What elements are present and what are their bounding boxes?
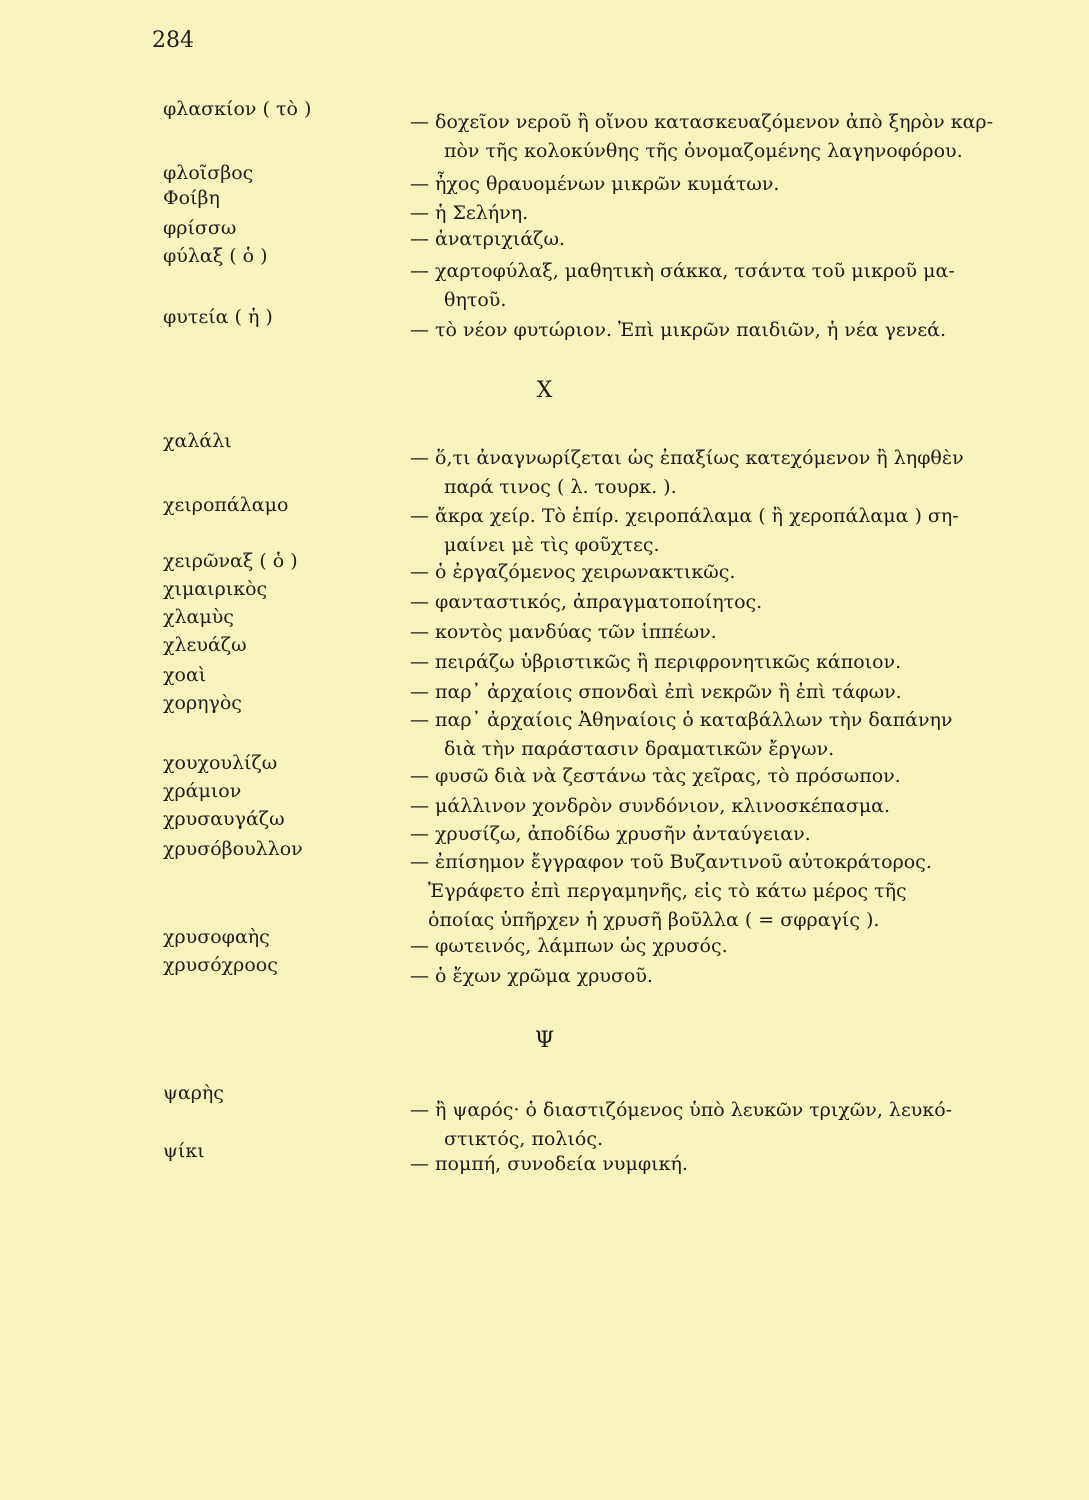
headword: χειρῶναξ ( ὁ ) — [163, 550, 298, 572]
definition — [410, 170, 1030, 199]
definition-line: — πομπή, συνοδεία νυμφική. — [410, 1153, 688, 1175]
definition — [410, 848, 1030, 935]
definition — [410, 444, 1030, 502]
definition-line: — δοχεῖον νεροῦ ἢ οἴνου κατασκευαζόμενον ἀπὸ ξηρὸν καρ- — [410, 111, 993, 133]
definition-line: θητοῦ. — [444, 289, 507, 311]
definition — [410, 502, 1030, 560]
definition-line: στικτός, πολιός. — [444, 1128, 604, 1150]
definition — [410, 962, 1030, 991]
definition — [410, 108, 1030, 166]
definition — [410, 588, 1030, 617]
headword: χοαὶ — [163, 664, 207, 686]
headword: χορηγὸς — [163, 692, 242, 714]
headword: χλαμὺς — [163, 606, 234, 628]
definition-line: — φωτεινός, λάμπων ὡς χρυσός. — [410, 935, 728, 957]
headword: Φοίβη — [163, 187, 220, 209]
definition-line: — φανταστικός, ἀπραγματοποίητος. — [410, 591, 763, 613]
definition — [410, 792, 1030, 821]
headword: χειροπάλαμο — [163, 494, 289, 516]
headword: χρυσόβουλλον — [163, 838, 303, 860]
headword: ψίκι — [163, 1140, 205, 1162]
definition — [410, 1150, 1030, 1179]
definition — [410, 820, 1030, 849]
definition-line: — φυσῶ διὰ νὰ ζεστάνω τὰς χεῖρας, τὸ πρόσωπον. — [410, 765, 901, 787]
page-number: 284 — [152, 28, 194, 53]
definition-line: ὁποίας ὑπῆρχεν ἡ χρυσῆ βοῦλλα ( = σφραγίς ). — [428, 909, 880, 931]
headword: ψαρὴς — [163, 1082, 224, 1104]
definition-line: — τὸ νέον φυτώριον. Ἐπὶ μικρῶν παιδιῶν, ἡ νέα γενεά. — [410, 319, 947, 341]
definition-line: — ὁ ἐργαζόμενος χειρωνακτικῶς. — [410, 561, 736, 583]
headword: φλοῖσβος — [163, 162, 254, 184]
definition — [410, 618, 1030, 647]
headword: χουχουλίζω — [163, 752, 278, 774]
definition — [410, 558, 1030, 587]
definition — [410, 225, 1030, 254]
definition — [410, 316, 1030, 345]
definition — [410, 1096, 1030, 1154]
definition-line: — χρυσίζω, ἀποδίδω χρυσῆν ἀνταύγειαν. — [410, 823, 811, 845]
definition-line: — πειράζω ὑβριστικῶς ἢ περιφρονητικῶς κάποιον. — [410, 651, 902, 673]
definition-line: — κοντὸς μανδύας τῶν ἱππέων. — [410, 621, 717, 643]
headword: χιμαιρικὸς — [163, 578, 268, 600]
definition-line: πὸν τῆς κολοκύνθης τῆς ὀνομαζομένης λαγηνοφόρου. — [444, 140, 963, 162]
definition — [410, 648, 1030, 677]
definition-line: παρά τινος ( λ. τουρκ. ). — [444, 476, 677, 498]
headword: φυτεία ( ἡ ) — [163, 306, 273, 328]
definition — [410, 199, 1030, 228]
definition-line: — ἐπίσημον ἔγγραφον τοῦ Βυζαντινοῦ αὐτοκράτορος. — [410, 851, 932, 873]
definition-line: — ἡ Σελήνη. — [410, 202, 529, 224]
definition-line: διὰ τὴν παράστασιν δραματικῶν ἔργων. — [444, 738, 835, 760]
headword: φλασκίον ( τὸ ) — [163, 98, 312, 120]
headword: χράμιον — [163, 780, 242, 802]
headword: φύλαξ ( ὁ ) — [163, 245, 268, 267]
definition-line: — χαρτοφύλαξ, μαθητικὴ σάκκα, τσάντα τοῦ μικροῦ μα- — [410, 260, 955, 282]
definition — [410, 257, 1030, 315]
headword: χρυσόχροος — [163, 954, 278, 976]
definition-line: — παρ᾽ ἀρχαίοις σπονδαὶ ἐπὶ νεκρῶν ἢ ἐπὶ τάφων. — [410, 681, 902, 703]
definition — [410, 706, 1030, 764]
definition-line: Ἐγράφετο ἐπὶ περγαμηνῆς, εἰς τὸ κάτω μέρος τῆς — [428, 880, 907, 902]
definition-line: — ἦχος θραυομένων μικρῶν κυμάτων. — [410, 173, 780, 195]
definition-line: μαίνει μὲ τὶς φοῦχτες. — [444, 534, 660, 556]
definition-line: — ἢ ψαρός· ὁ διαστιζόμενος ὑπὸ λευκῶν τριχῶν, λευκό- — [410, 1099, 953, 1121]
section-letter-x: X — [536, 378, 553, 403]
headword: χλευάζω — [163, 634, 247, 656]
definition-line: — ἀνατριχιάζω. — [410, 228, 566, 250]
section-letter-psi: Ψ — [534, 1028, 555, 1053]
definition — [410, 678, 1030, 707]
definition-line: — ὁ ἔχων χρῶμα χρυσοῦ. — [410, 965, 653, 987]
definition — [410, 762, 1030, 791]
headword: χαλάλι — [163, 430, 232, 452]
definition-line: — μάλλινον χονδρὸν συνδόνιον, κλινοσκέπασμα. — [410, 795, 891, 817]
headword: χρυσοφαὴς — [163, 926, 270, 948]
definition-line: — ἄκρα χείρ. Τὸ ἑπίρ. χειροπάλαμα ( ἢ χεροπάλαμα ) ση- — [410, 505, 959, 527]
definition-line: — ὅ,τι ἀναγνωρίζεται ὡς ἐπαξίως κατεχόμενον ἢ ληφθὲν — [410, 447, 964, 469]
headword: χρυσαυγάζω — [163, 808, 285, 830]
definition — [410, 932, 1030, 961]
headword: φρίσσω — [163, 217, 237, 239]
definition-line: — παρ᾽ ἀρχαίοις Ἀθηναίοις ὁ καταβάλλων τὴν δαπάνην — [410, 709, 953, 731]
